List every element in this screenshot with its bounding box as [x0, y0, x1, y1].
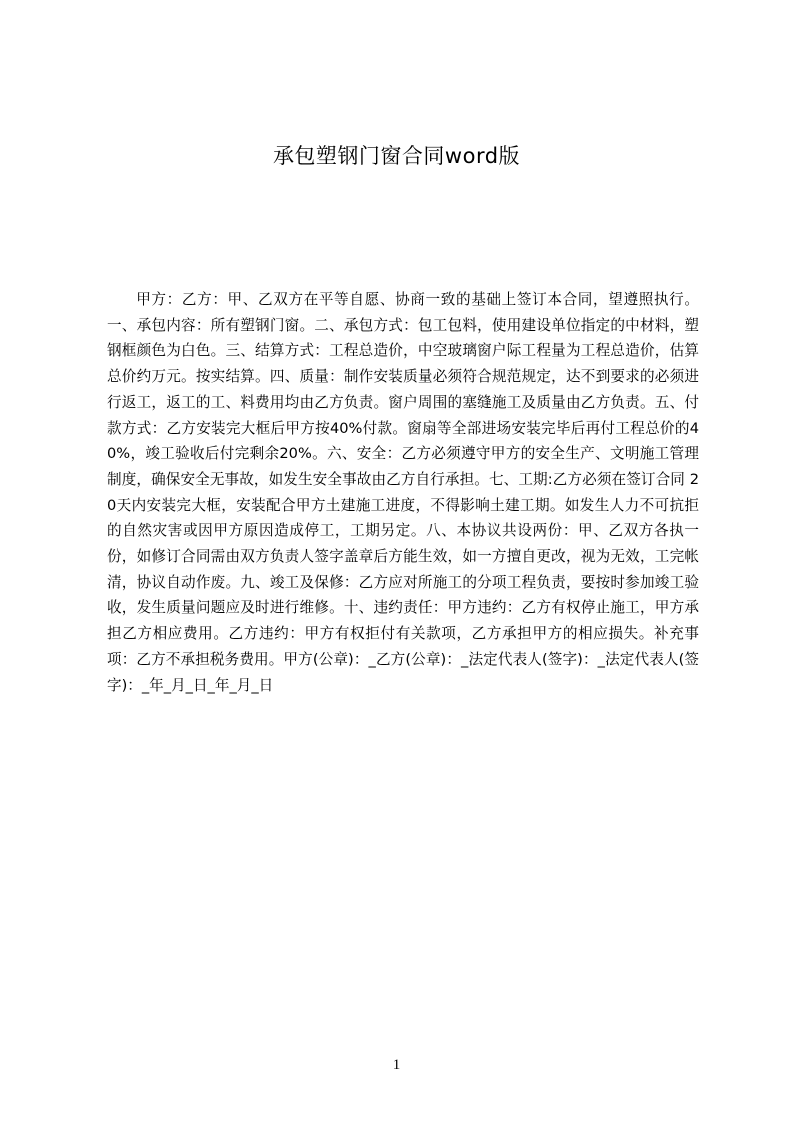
- page-number: 1: [392, 1057, 401, 1073]
- document-title: 承包塑钢门窗合同word版: [272, 144, 521, 168]
- contract-body-text: 甲方：乙方：甲、乙双方在平等自愿、协商一致的基础上签订本合同，望遵照执行。一、承包内容：所有塑钢门窗。二、承包方式：包工包料，使用建设单位指定的中材料，塑钢框颜色为白色。三、结算方式：工程总造价，中空玻璃窗户际工程量为工程总造价，估算总价约万元。按实结算。四、质量：制作安装质量必须符合规范规定，达不到要求的必须进行返工，返工的工、料费用均由乙方负责。窗户周围的塞缝施工及质量由乙方负责。五、付款方式：乙方安装完大框后甲方按40%付款。窗扇等全部进场安装完毕后再付工程总价的40%，竣工验收后付完剩余20%。六、安全：乙方必须遵守甲方的安全生产、文明施工管理制度，确保安全无事故，如发生安全事故由乙方自行承担。七、工期:乙方必须在签订合同 20天内安装完大框，安装配合甲方土建施工进度，不得影响土建工期。如发生人力不可抗拒的自然灾害或因甲方原因造成停工，工期另定。八、本协议共设两份：甲、乙双方各执一份，如修订合同需由双方负责人签字盖章后方能生效，如一方擅自更改，视为无效，工完帐清，协议自动作废。九、竣工及保修：乙方应对所施工的分项工程负责，要按时参加竣工验收，发生质量问题应及时进行维修。十、违约责任：甲方违约：乙方有权停止施工，甲方承担乙方相应费用。乙方违约：甲方有权拒付有关款项，乙方承担甲方的相应损失。补充事项：乙方不承担税务费用。甲方(公章)：_乙方(公章)：_法定代表人(签字)：_法定代表人(签字)：_年_月_日_年_月_日: [107, 291, 699, 694]
